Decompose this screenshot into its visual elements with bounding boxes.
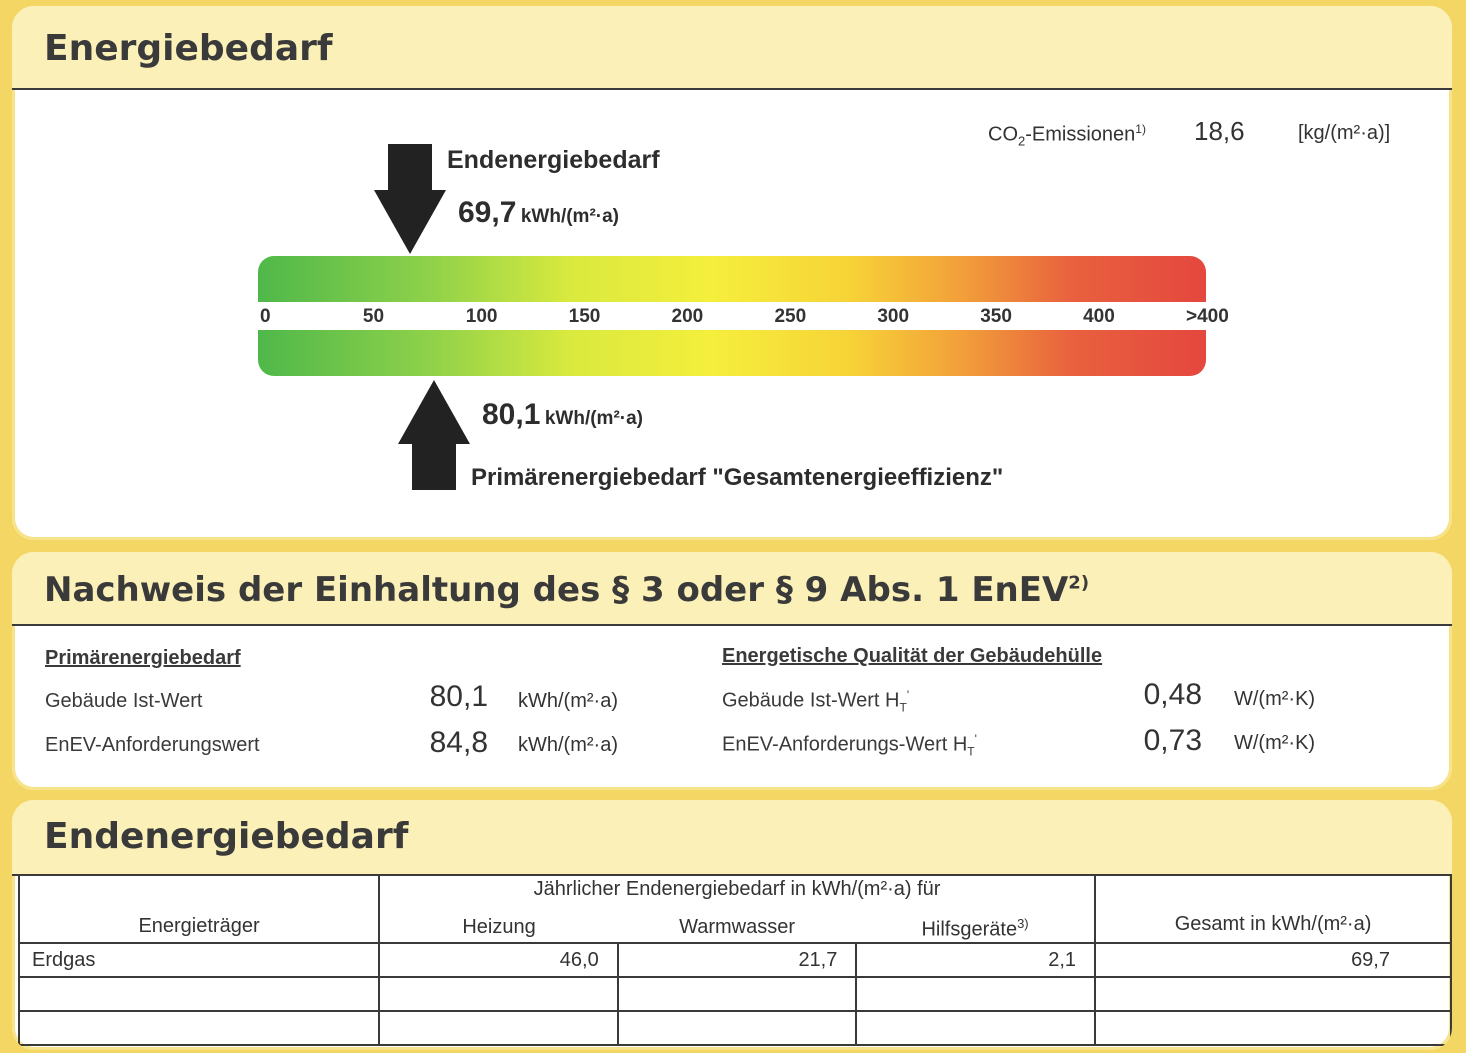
cell-hilfsgeraete: 2,1 [856,943,1095,977]
endenergie-value-group [458,196,619,230]
scale-band [258,302,1206,330]
huelle-ist-label: Gebäude Ist-Wert $H_T'$ [722,688,910,715]
huelle-anforderung-unit: W/(m²·K) [1234,732,1316,754]
energiebedarf-title: Energiebedarf [44,28,333,69]
col-gesamt: Gesamt in kWh/(m²·a) [1095,875,1451,943]
energiebedarf-header [12,6,1452,90]
scale-tick: 250 [774,306,807,327]
primaerenergie-label: Primärenergiebedarf "Gesamtenergieeffizienz" [471,464,1004,491]
table-row [19,943,1451,977]
scale-tick: 400 [1083,306,1115,327]
cell-warmwasser: 21,7 [618,943,857,977]
cell-warmwasser [618,1011,857,1045]
endenergie-unit: kWh/(m²·a) [520,206,619,227]
scale-tick: 350 [980,306,1012,327]
cell-heizung: 46,0 [379,943,618,977]
table-row [19,977,1451,1011]
energiebedarf-panel [12,6,1452,540]
co2-value: 18,6 [1194,116,1245,146]
primaerenergie-unit: kWh/(m²·a) [544,408,643,429]
cell-warmwasser [618,977,857,1011]
enev-anforderung-unit: kWh/(m²·a) [518,734,618,756]
enev-anforderung-label: EnEV-Anforderungswert [45,734,260,756]
cell-traeger: Erdgas [19,943,379,977]
primaerenergie-value-group [482,398,643,432]
col-heizung: Heizung [462,916,536,939]
scale-tick: 50 [362,306,385,327]
cell-gesamt [1095,977,1451,1011]
primaerenergie-value: 80,1 [482,398,541,431]
primaerenergie-heading: Primärenergiebedarf [45,647,241,669]
endenergiebedarf-panel [12,800,1452,1050]
scale-tick: 150 [568,306,601,327]
cell-hilfsgeraete [856,1011,1095,1045]
table-header-row [19,875,1451,943]
scale-tick: 200 [671,306,704,327]
group-header-label: Jährlicher Endenergiebedarf in kWh/(m²·a) für [533,878,941,900]
sub-header-row [380,916,1094,942]
table-row [19,1011,1451,1045]
scale-tick: 300 [877,306,910,327]
scale-tick: >400 [1186,306,1229,327]
cell-heizung [379,1011,618,1045]
endenergie-arrow-icon [374,144,446,254]
nachweis-header [12,552,1452,626]
col-hilfsgeraete: Hilfsgeräte$^{3)}$ [921,916,1029,941]
col-group-jaehrlich [379,875,1095,943]
gebaeude-ist-label: Gebäude Ist-Wert [45,690,203,712]
co2-label: $CO_2-Emissionen^{1)}$ [988,122,1146,149]
col-energietraeger: Energieträger [19,875,379,943]
cell-gesamt [1095,1011,1451,1045]
huelle-ist-unit: W/(m²·K) [1234,688,1316,710]
scale-tick: 0 [260,306,271,327]
cell-hilfsgeraete [856,977,1095,1011]
nachweis-panel [12,552,1452,790]
huelle-ist-value: 0,48 [1143,678,1202,711]
cell-traeger [19,1011,379,1045]
gebaeude-ist-unit: kWh/(m²·a) [518,690,618,712]
cell-traeger [19,977,379,1011]
energy-scale-bar [258,256,1229,376]
gebaeude-ist-value: 80,1 [429,680,488,713]
co2-unit: [kg/(m²·a)] [1298,122,1391,144]
huelle-anforderung-value: 0,73 [1143,724,1202,757]
col-warmwasser: Warmwasser [679,916,796,939]
gebaeudehuelle-heading: Energetische Qualität der Gebäudehülle [722,645,1103,667]
huelle-anforderung-label: EnEV-Anforderungs-Wert $H_T'$ [722,732,977,759]
cell-heizung [379,977,618,1011]
scale-tick: 100 [465,306,498,327]
endenergie-value: 69,7 [458,196,517,229]
endenergiebedarf-title: Endenergiebedarf [44,816,409,857]
enev-anforderung-value: 84,8 [429,726,488,759]
endenergiebedarf-header [12,800,1452,876]
endenergie-table [18,874,1452,1046]
endenergie-label: Endenergiebedarf [447,146,660,174]
nachweis-title: Nachweis der Einhaltung des § 3 oder § 9 Abs. 1 EnEV$^{2)}$ [44,570,1090,610]
primaerenergie-arrow-icon [398,380,470,490]
cell-gesamt: 69,7 [1095,943,1451,977]
